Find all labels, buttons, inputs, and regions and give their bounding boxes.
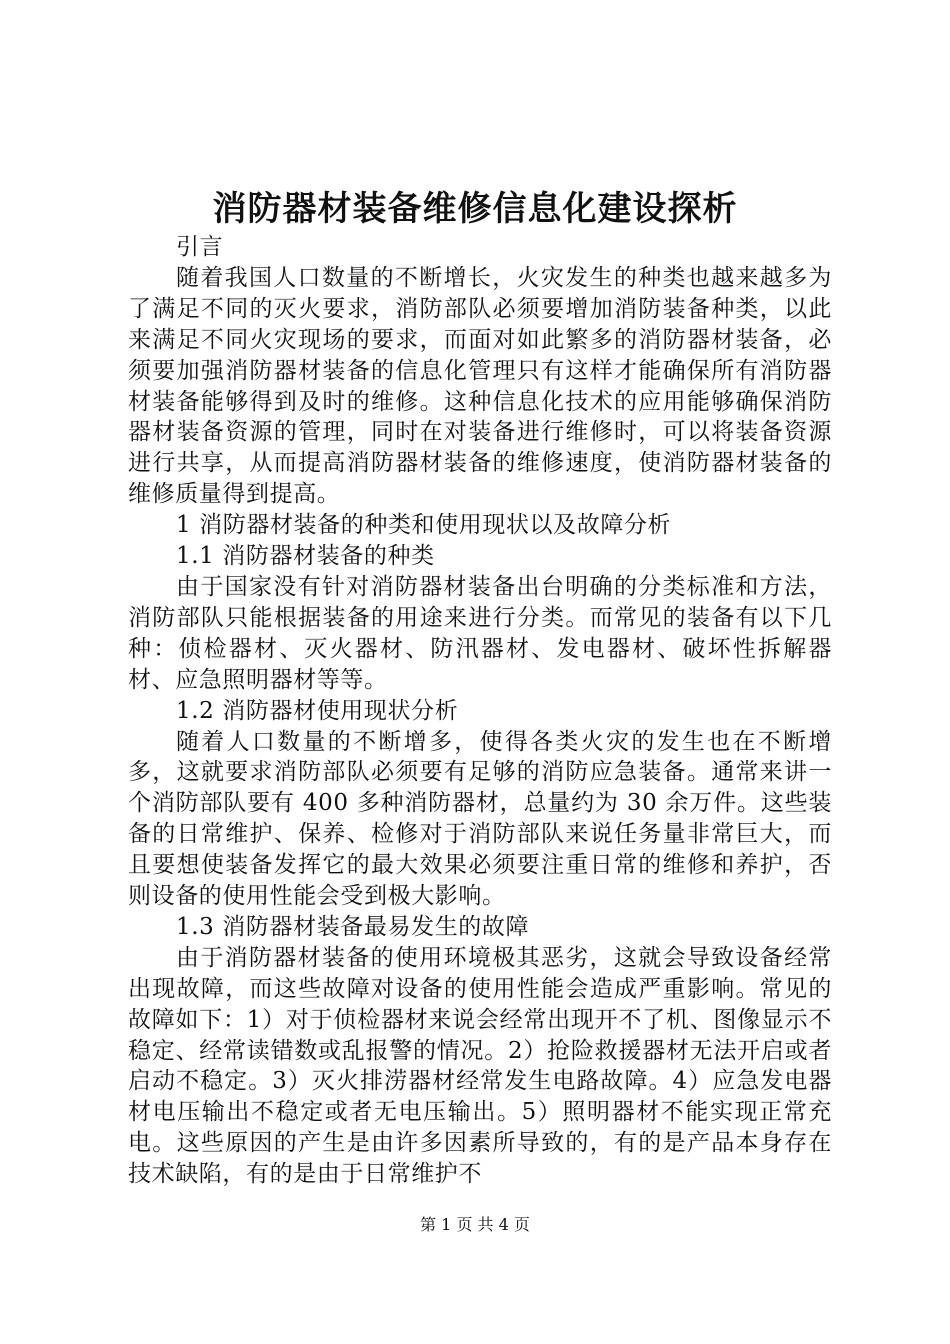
section-heading-intro: 引言 <box>176 234 224 260</box>
paragraph-1-1: 由于国家没有针对消防器材装备出台明确的分类标准和方法，消防部队只能根据装备的用途来进行分类。而常见的装备有以下几种：侦检器材、灭火器材、防汛器材、发电器材、破坏性拆解器材、应急照明器材等等。 <box>128 573 832 693</box>
paragraph-intro: 随着我国人口数量的不断增长，火灾发生的种类也越来越多为了满足不同的灭火要求，消防部队必须要增加消防装备种类，以此来满足不同火灾现场的要求，而面对如此繁多的消防器材装备，必须要加强消防器材装备的信息化管理只有这样才能确保所有消防器材装备能够得到及时的维修。这种信息化技术的应用能够确保消防器材装备资源的管理，同时在对装备进行维修时，可以将装备资源进行共享，从而提高消防器材装备的维修速度，使消防器材装备的维修质量得到提高。 <box>128 264 832 508</box>
section-heading-1-2: 1.2 消防器材使用现状分析 <box>176 697 459 724</box>
document-title: 消防器材装备维修信息化建设探析 <box>212 189 738 229</box>
section-heading-1-3: 1.3 消防器材装备最易发生的故障 <box>176 913 530 940</box>
paragraph-1-2: 随着人口数量的不断增多，使得各类火灾的发生也在不断增多，这就要求消防部队必须要有足够的消防应急装备。通常来讲一个消防部队要有 400 多种消防器材，总量约为 30 余万件。这些装备的日常维护、保养、检修对于消防部队来说任务量非常巨大，而且要想使装备发挥它的最大效果必须要注重日常的维修和养护，否则设备的使用性能会受到极大影响。 <box>128 728 832 910</box>
section-heading-1-1: 1.1 消防器材装备的种类 <box>176 543 435 570</box>
paragraph-1-3: 由于消防器材装备的使用环境极其恶劣，这就会导致设备经常出现故障，而这些故障对设备的使用性能会造成严重影响。常见的故障如下：1）对于侦检器材来说会经常出现开不了机、图像显示不稳定、经常读错数或乱报警的情况。2）抢险救援器材无法开启或者启动不稳定。3）灭火排涝器材经常发生电路故障。4）应急发电器材电压输出不稳定或者无电压输出。5）照明器材不能实现正常充电。这些原因的产生是由许多因素所导致的，有的是产品本身存在技术缺陷，有的是由于日常维护不 <box>128 944 832 1188</box>
section-heading-1: 1 消防器材装备的种类和使用现状以及故障分析 <box>176 512 672 539</box>
page-footer: 第 1 页 共 4 页 <box>420 1215 530 1234</box>
document-body <box>128 232 832 1190</box>
